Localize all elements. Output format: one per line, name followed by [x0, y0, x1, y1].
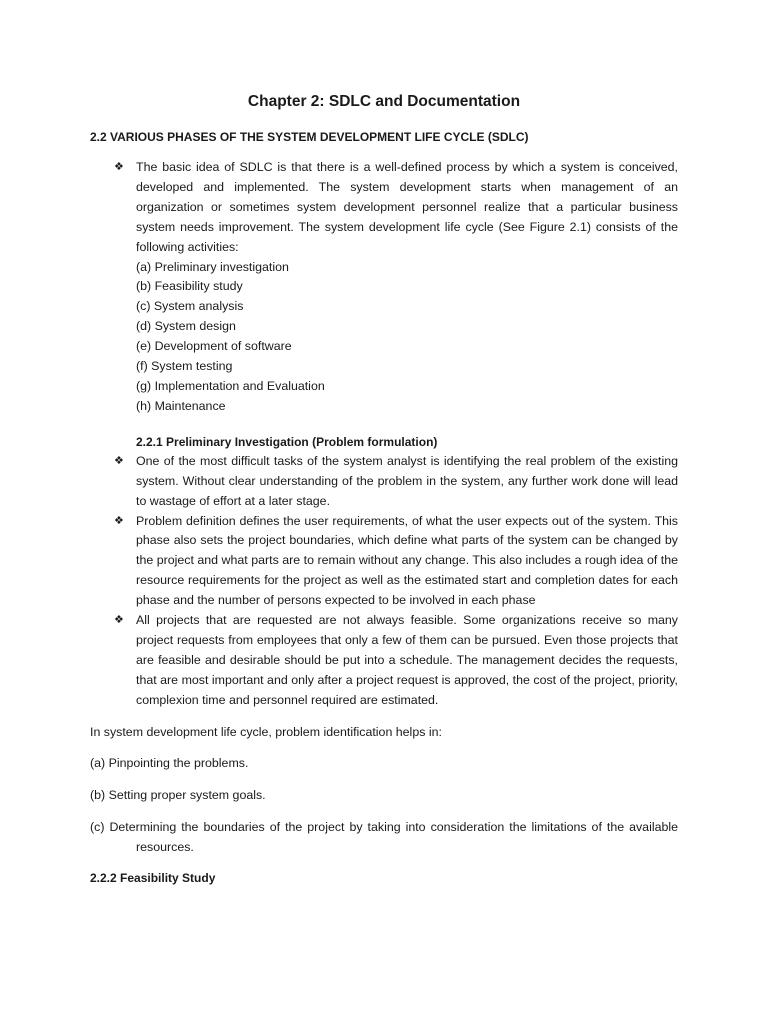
activity-item: (c) System analysis [136, 299, 244, 314]
bullet-text: One of the most difficult tasks of the system analyst is identifying the real problem of the existing system. Without clear understanding of the problem in the system, any further work done will lead to wastage of effort at a later stage. [136, 453, 678, 508]
preliminary-bullet [90, 512, 678, 612]
activity-item: (e) Development of software [136, 339, 292, 354]
diamond-bullet-icon: ❖ [114, 161, 124, 173]
activity-list [136, 258, 678, 417]
intro-bullet-list [90, 158, 678, 417]
section-heading-2-2: 2.2 VARIOUS PHASES OF THE SYSTEM DEVELOPMENT LIFE CYCLE (SDLC) [90, 130, 529, 144]
intro-bullet-text: The basic idea of SDLC is that there is a well-defined process by which a system is conceived, developed and implemented. The system development starts when management of an organization or sometimes system development personnel realize that a particular business system needs improvement. The system development life cycle (See Figure 2.1) consists of the following activities: [136, 160, 678, 254]
diamond-bullet-icon: ❖ [114, 514, 124, 527]
bullet-text: All projects that are requested are not always feasible. Some organizations receive so many project requests from employees that only a few of them can be pursued. Even those projects that are feasible and desirable should be put into a schedule. The management decides the requests, that are most important and only after a project request is approved, the cost of the project, priority, complexion time and personnel required are estimated. [136, 613, 678, 707]
preliminary-bullet-list [90, 452, 678, 711]
subsection-heading-2-2-2: 2.2.2 Feasibility Study [90, 871, 216, 886]
preliminary-bullet [90, 611, 678, 711]
activity-item: (b) Feasibility study [136, 279, 243, 294]
help-item: (a) Pinpointing the problems. [90, 756, 249, 771]
diamond-bullet-icon: ❖ [114, 614, 124, 627]
activity-item: (g) Implementation and Evaluation [136, 378, 325, 393]
subsection-heading-2-2-1: 2.2.1 Preliminary Investigation (Problem formulation) [136, 434, 438, 449]
help-item: (c) Determining the boundaries of the project by taking into consideration the limitations of the available resources. [90, 820, 678, 855]
preliminary-bullet [90, 452, 678, 512]
intro-bullet [90, 158, 678, 417]
diamond-bullet-icon: ❖ [114, 454, 124, 467]
activity-item: (f) System testing [136, 359, 233, 374]
problem-identification-intro: In system development life cycle, problem identification helps in: [90, 724, 442, 739]
document-page [90, 90, 678, 888]
activity-item: (d) System design [136, 319, 236, 334]
help-item: (b) Setting proper system goals. [90, 788, 266, 803]
activity-item: (a) Preliminary investigation [136, 259, 289, 274]
chapter-title: Chapter 2: SDLC and Documentation [247, 93, 521, 110]
activity-item: (h) Maintenance [136, 398, 226, 413]
bullet-text: Problem definition defines the user requirements, of what the user expects out of the system. This phase also sets the project boundaries, which define what parts of the system can be changed by the project and what parts are to remain without any change. This also includes a rough idea of the resource requirements for the project as well as the estimated start and completion dates for each phase and the number of persons expected to be involved in each phase [136, 513, 678, 608]
